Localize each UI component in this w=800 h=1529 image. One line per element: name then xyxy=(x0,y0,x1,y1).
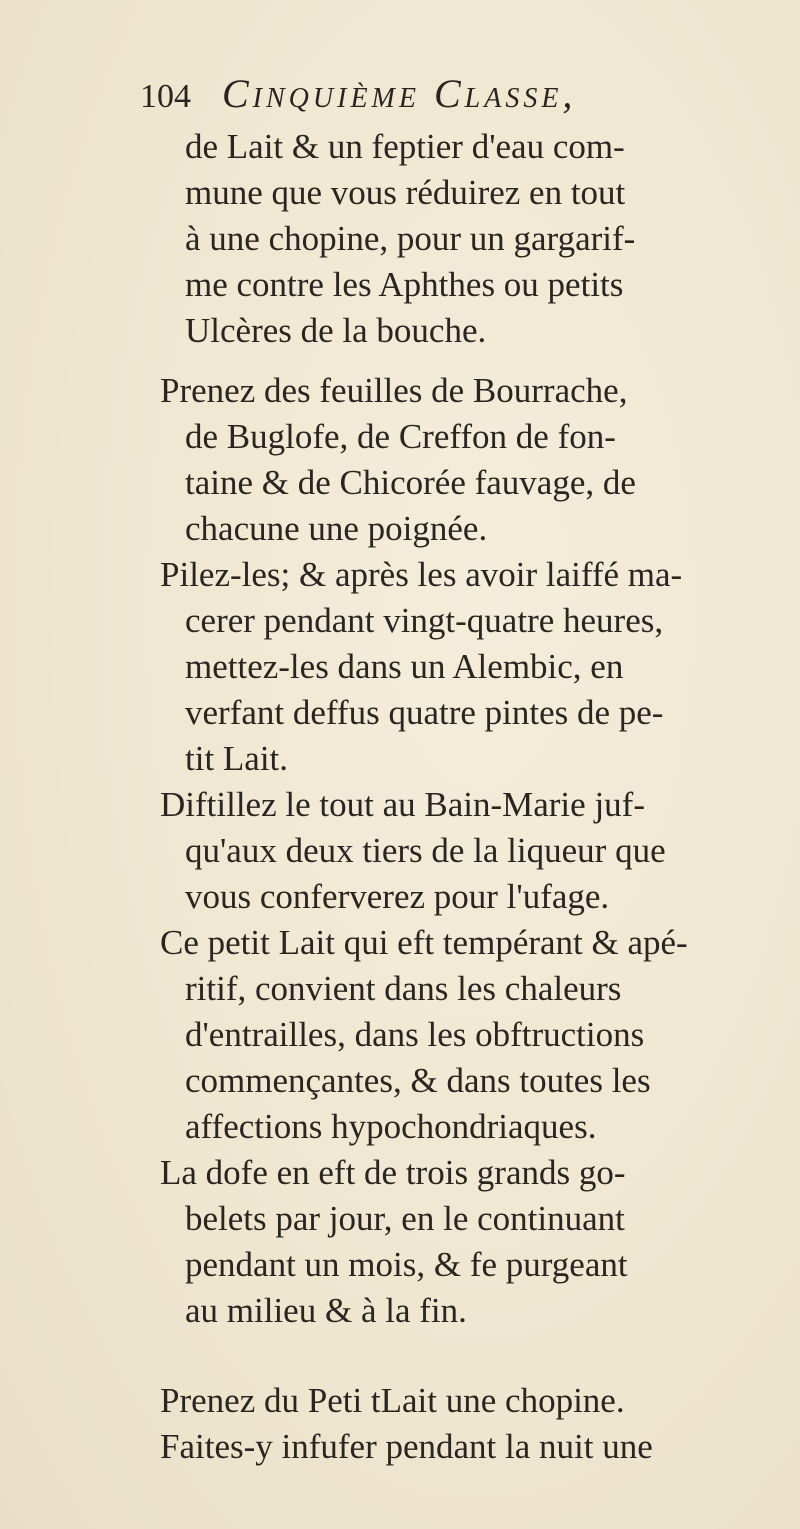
chapter-heading: Cinquième Classe, xyxy=(222,71,577,116)
text-line: d'entrailles, dans les obftructions xyxy=(185,1015,645,1054)
text-line: pendant un mois, & fe purgeant xyxy=(185,1245,628,1284)
text-line: La dofe en eft de trois grands go- xyxy=(160,1153,626,1192)
text-line: mune que vous réduirez en tout xyxy=(185,173,626,212)
text-line: cerer pendant vingt-quatre heures, xyxy=(185,601,664,640)
running-head xyxy=(140,64,740,124)
text-line: Ce petit Lait qui eft tempérant & apé- xyxy=(160,923,688,962)
text-line: belets par jour, en le continuant xyxy=(185,1199,625,1238)
text-line: taine & de Chicorée fauvage, de xyxy=(185,463,636,502)
text-line: affections hypochondriaques. xyxy=(185,1107,597,1146)
text-line: commençantes, & dans toutes les xyxy=(185,1061,651,1100)
text-line: me contre les Aphthes ou petits xyxy=(185,265,624,304)
text-line: Ulcères de la bouche. xyxy=(185,311,487,350)
text-line: qu'aux deux tiers de la liqueur que xyxy=(185,831,666,870)
text-line: Diftillez le tout au Bain-Marie juf- xyxy=(160,785,645,824)
text-line: mettez-les dans un Alembic, en xyxy=(185,647,624,686)
text-line: de Buglofe, de Creffon de fon- xyxy=(185,417,616,456)
text-line: Prenez des feuilles de Bourrache, xyxy=(160,371,628,410)
text-line: de Lait & un feptier d'eau com- xyxy=(185,127,625,166)
text-line: ritif, convient dans les chaleurs xyxy=(185,969,622,1008)
text-line: tit Lait. xyxy=(185,739,289,778)
text-line: Faites-y infufer pendant la nuit une xyxy=(160,1427,653,1466)
text-line: vous conferverez pour l'ufage. xyxy=(185,877,610,916)
text-line: verfant deffus quatre pintes de pe- xyxy=(185,693,664,732)
text-line: Pilez-les; & après les avoir laiffé ma- xyxy=(160,555,683,594)
text-line: au milieu & à la fin. xyxy=(185,1291,467,1330)
text-line: chacune une poignée. xyxy=(185,509,488,548)
text-line: Prenez du Peti tLait une chopine. xyxy=(160,1381,625,1420)
text-line: à une chopine, pour un gargarif- xyxy=(185,219,636,258)
page-number: 104 xyxy=(140,78,191,115)
